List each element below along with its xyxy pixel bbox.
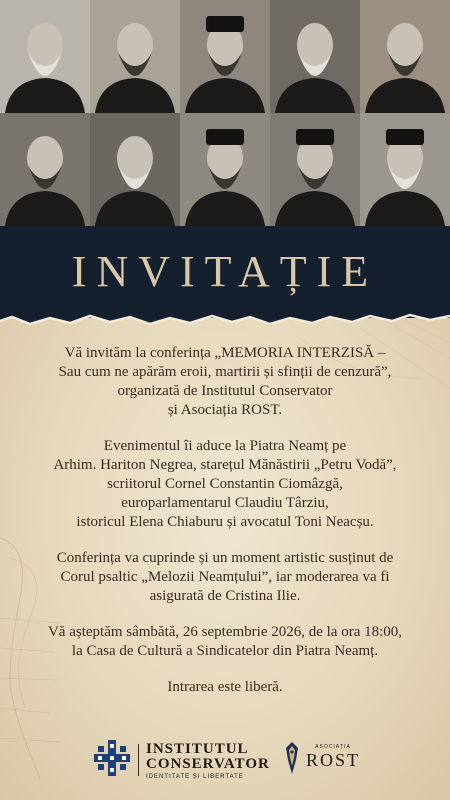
text-line: Intrarea este liberă. <box>167 679 283 695</box>
text-line: Vă așteptăm sâmbătă, 26 septembrie 2026, de la ora 18:00, <box>47 624 403 640</box>
photo-portrait-10 <box>360 113 450 226</box>
text-line: Sau cum ne apărăm eroii, martirii și sfinții de cenzură”, <box>58 364 392 380</box>
invitation-title: INVITAȚIE <box>71 247 379 296</box>
photo-portrait-8 <box>180 113 270 226</box>
photo-portrait-1 <box>0 0 90 113</box>
paragraph-entry <box>18 678 432 697</box>
ic-name-line2: CONSERVATOR <box>146 756 270 772</box>
paragraph-speakers <box>18 437 432 532</box>
text-line: și Asociația ROST. <box>167 402 283 418</box>
rost-small-label: ASOCIAȚIA <box>315 744 351 750</box>
institutul-conservator-logo-text <box>146 742 270 780</box>
portrait-image <box>0 113 90 226</box>
portrait-image <box>90 113 180 226</box>
paragraph-date-location <box>18 623 432 661</box>
portrait-image <box>180 0 270 113</box>
rost-emblem-icon <box>282 740 302 776</box>
text-line: Arhim. Hariton Negrea, starețul Mănăstirii „Petru Vodă”, <box>53 457 397 473</box>
organizer-logos <box>0 738 450 784</box>
text-line: asigurată de Cristina Ilie. <box>149 588 301 604</box>
text-line: europarlamentarul Claudiu Târziu, <box>121 495 329 511</box>
rost-name: ROST <box>306 750 361 770</box>
ic-tagline: IDENTITATE ȘI LIBERTATE <box>146 774 244 780</box>
title-band <box>0 226 450 318</box>
photo-portrait-9 <box>270 113 360 226</box>
text-line: Corul psaltic „Melozii Neamțului”, iar moderarea va fi <box>60 569 390 585</box>
text-line: Evenimentul îi aduce la Piatra Neamț pe <box>103 438 347 454</box>
portrait-image <box>0 0 90 113</box>
photo-portrait-3 <box>180 0 270 113</box>
text-line: la Casa de Cultură a Sindicatelor din Piatra Neamț. <box>71 643 379 659</box>
paragraph-conference <box>18 344 432 420</box>
portrait-image <box>270 0 360 113</box>
ic-name-line1: INSTITUTUL <box>146 741 249 757</box>
text-line: istoricul Elena Chiaburu și avocatul Toni Neacșu. <box>76 514 374 530</box>
photo-portrait-5 <box>360 0 450 113</box>
paragraph-artistic <box>18 549 432 606</box>
torn-paper-edge <box>0 306 450 332</box>
text-line: organizată de Institutul Conservator <box>117 383 333 399</box>
portrait-image <box>360 113 450 226</box>
portrait-image <box>90 0 180 113</box>
institutul-conservator-cross-icon <box>92 738 132 778</box>
portrait-grid <box>0 0 450 226</box>
text-line: scriitorul Cornel Constantin Ciomâzgă, <box>107 476 343 492</box>
photo-portrait-2 <box>90 0 180 113</box>
portrait-image <box>270 113 360 226</box>
invitation-body <box>18 344 432 714</box>
portrait-image <box>180 113 270 226</box>
photo-portrait-4 <box>270 0 360 113</box>
logo-divider <box>138 744 139 776</box>
portrait-image <box>360 0 450 113</box>
text-line: Conferința va cuprinde și un moment artistic susținut de <box>56 550 394 566</box>
photo-portrait-6 <box>0 113 90 226</box>
photo-portrait-7 <box>90 113 180 226</box>
rost-logo-text <box>306 744 360 770</box>
text-line: Vă invităm la conferința „MEMORIA INTERZISĂ – <box>64 345 386 361</box>
